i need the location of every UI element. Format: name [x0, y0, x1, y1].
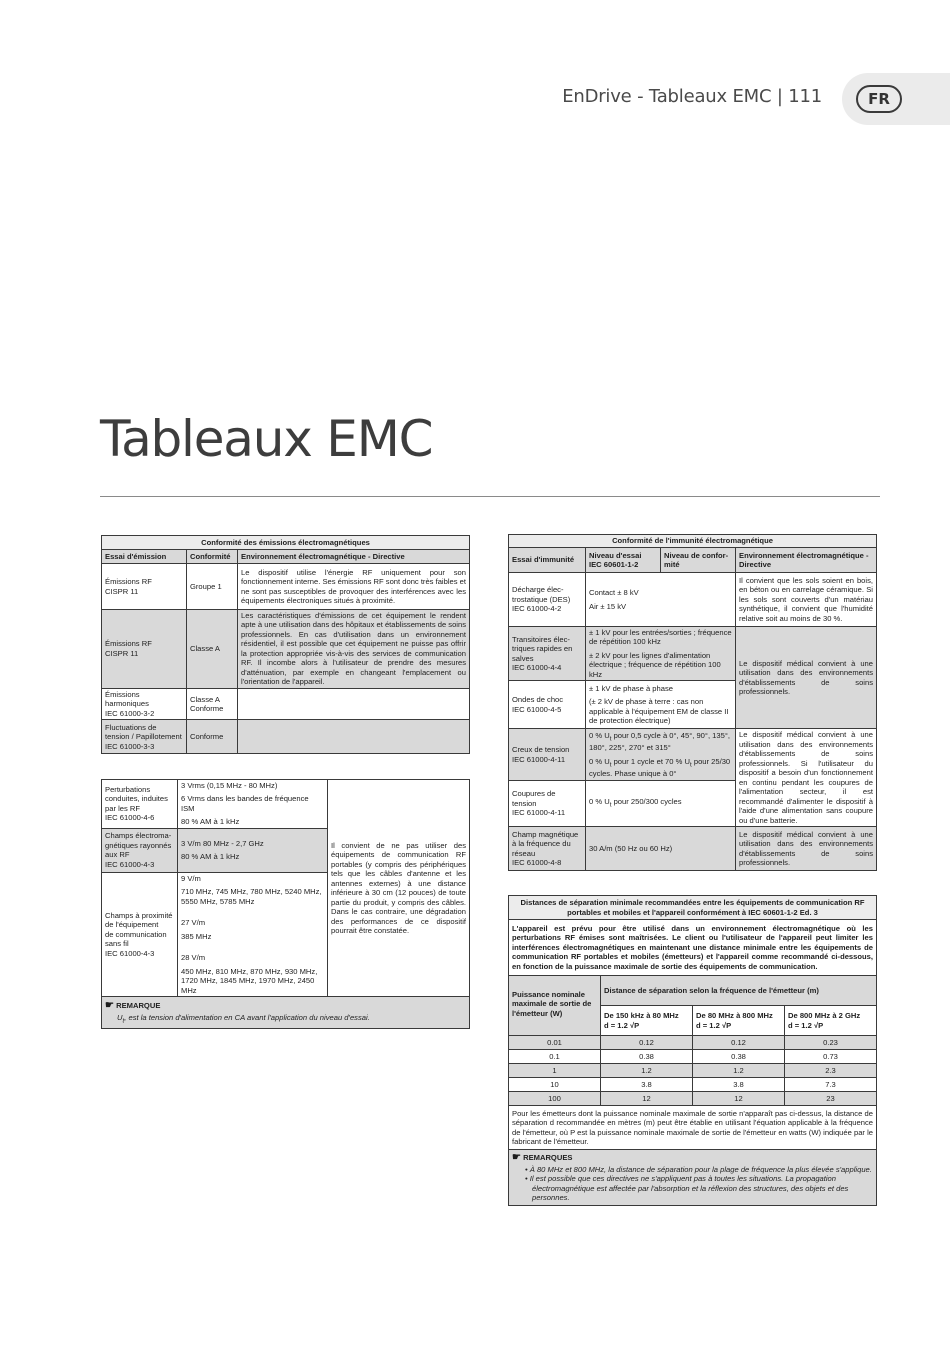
- power-header-line: l'émetteur (W): [512, 1008, 563, 1018]
- level-line: ± 2 kV pour les lignes d'alimentation électrique ; fréquence de répétition 100 kHz: [589, 650, 721, 679]
- table-row: [509, 573, 877, 627]
- test-line: Perturbations: [105, 785, 151, 794]
- test-line: Champ magnétique: [512, 829, 579, 839]
- level-line: 450 MHz, 810 MHz, 870 MHz, 930 MHz, 1720 MHz, 1845 MHz, 1970 MHz, 2450 MHz: [181, 966, 318, 995]
- test-line: Transitoires élec-: [512, 634, 570, 644]
- emissions-caption: Conformité des émissions électromagnétiques: [102, 536, 470, 550]
- test-line: gnétiques rayonnés: [105, 840, 172, 850]
- test-line: salves: [512, 653, 534, 663]
- distance-cell: 0.23: [785, 1036, 877, 1050]
- environment-text: Il convient que les sols soient en bois, en béton ou en carrelage céramique. Si les sols sont couverts d'un matériau synthétique, il convient que l'humidité relative soit au moins de 30 %.: [736, 573, 877, 627]
- distance-cell: 7.3: [785, 1078, 877, 1092]
- test-line: conduites, induites: [105, 794, 168, 804]
- test-line: IEC 61000-4-3: [105, 948, 155, 958]
- environment-text: [238, 720, 470, 754]
- note-title: REMARQUE: [116, 1001, 161, 1011]
- test-line: IEC 61000-3-2: [105, 708, 155, 718]
- pointing-hand-icon: ☛: [512, 1152, 521, 1164]
- note-bullet: • Il est possible que ces directives ne s'appliquent pas à toutes les situations. La propagation électromagnétique est affectée par l'absorption et la réflexion des structures, des objets et des personnes.: [525, 1174, 849, 1203]
- header-test: Essai d'émission: [102, 550, 187, 564]
- note-subscript: t: [122, 1017, 125, 1025]
- distance-cell: 12: [601, 1092, 693, 1106]
- level-line: 385 MHz: [181, 931, 212, 941]
- level-line: 80 % AM à 1 kHz: [181, 852, 240, 862]
- test-line: réseau: [512, 848, 536, 858]
- table-row: [509, 1078, 877, 1092]
- header-compliance-level: mité: [664, 560, 680, 569]
- table-row: [509, 627, 877, 681]
- separation-footnote: Pour les émetteurs dont la puissance nominale maximale de sortie n'apparaît pas ci-dessus, la distance de séparation d recommandée en mètres (m) peut être établie en utilisant l'équation applicable à la fréquence de l'émetteur, où P est la puissance nominale maximale de sortie de l'émetteur en watts (W) indiquée par le fabricant de l'émetteur.: [509, 1106, 877, 1150]
- band-formula: d = 1.2 √P: [696, 1020, 732, 1030]
- title-divider: [100, 496, 880, 497]
- test-line: Champs à proximité: [105, 910, 173, 920]
- table-row: [509, 1036, 877, 1050]
- test-line: IEC 61000-4-6: [105, 813, 155, 823]
- environment-text: Le dispositif médical convient à une utilisation dans des environnements d'établissements de soins professionnels.: [736, 627, 877, 729]
- conformity-line: Conforme: [190, 732, 224, 742]
- conformity-line: Classe A: [190, 694, 220, 704]
- level-line: 6 Vrms dans les bandes de fréquence ISM: [181, 794, 309, 813]
- band-label: De 800 MHz à 2 GHz: [788, 1011, 861, 1021]
- power-cell: 100: [509, 1092, 601, 1106]
- note-bullet: • À 80 MHz et 800 MHz, la distance de séparation pour la plage de fréquence la plus élevée s'applique.: [525, 1164, 872, 1174]
- test-line: Fluctuations de: [105, 722, 157, 732]
- header-conformity: Conformité: [187, 550, 238, 564]
- header-test-level: IEC 60601-1-2: [589, 560, 639, 569]
- level-line: Contact ± 8 kV: [589, 588, 639, 598]
- test-line: Champs électroma-: [105, 831, 172, 841]
- distance-cell: 0.38: [693, 1050, 785, 1064]
- note-heading: [105, 1000, 466, 1013]
- level-line: 80 % AM à 1 kHz: [181, 817, 240, 827]
- power-cell: 1: [509, 1064, 601, 1078]
- level-line: 3 V/m 80 MHz - 2,7 GHz: [181, 838, 264, 848]
- level-line: Air ± 15 kV: [589, 601, 627, 611]
- level-line: (± 2 kV de phase à terre : cas non applicable à l'équipement EM de classe II de protection électrique): [589, 697, 729, 726]
- note-symbol: U: [117, 1012, 123, 1022]
- language-badge: FR: [856, 85, 902, 113]
- distance-cell: 0.12: [601, 1036, 693, 1050]
- table-row: [102, 564, 470, 610]
- distance-cell: 3.8: [601, 1078, 693, 1092]
- pointing-hand-icon: ☛: [105, 1000, 114, 1012]
- table-row: [509, 729, 877, 780]
- environment-text: Les caractéristiques d'émissions de cet équipement le rendent apte à une utilisation dans des hôpitaux et établissements de soins professionnels. En cas d'utilisation dans un environnement résidentiel, il est possible que cet équipement ne puisse pas offrir la protection appropriée vis-à-vis des services de communication RF. Il incombe alors à l'utilisateur de prendre des mesures d'atténuation, par exemple en changeant l'emplacement ou l'orientation de l'appareil.: [238, 610, 470, 689]
- test-line: à la fréquence du: [512, 839, 571, 849]
- test-line: Émissions RF: [105, 577, 152, 587]
- power-cell: 0.1: [509, 1050, 601, 1064]
- test-line: CISPR 11: [105, 648, 139, 658]
- power-cell: 10: [509, 1078, 601, 1092]
- level-line: 28 V/m: [181, 953, 206, 963]
- level-line: 9 V/m: [181, 873, 201, 883]
- table-row: [509, 1064, 877, 1078]
- emissions-table: [101, 535, 470, 754]
- distance-cell: 3.8: [693, 1078, 785, 1092]
- level-line: 710 MHz, 745 MHz, 780 MHz, 5240 MHz, 5550 MHz, 5785 MHz: [181, 887, 322, 906]
- conformity-line: Classe A: [190, 644, 220, 654]
- header-test-level: Niveau d'essai: [589, 550, 642, 560]
- band-label: De 150 kHz à 80 MHz: [604, 1011, 679, 1021]
- test-line: par les RF: [105, 803, 141, 813]
- conformity-line: Groupe 1: [190, 581, 222, 591]
- test-line: IEC 61000-4-5: [512, 704, 562, 714]
- header-compliance-level: Niveau de confor-: [664, 550, 729, 560]
- test-line: de communication: [105, 929, 167, 939]
- rf-immunity-table: [101, 779, 470, 1029]
- distance-cell: 1.2: [693, 1064, 785, 1078]
- distance-cell: 0.73: [785, 1050, 877, 1064]
- table-row: [509, 827, 877, 871]
- distance-cell: 1.2: [601, 1064, 693, 1078]
- environment-text: Le dispositif médical convient à une utilisation dans des environnements d'établissements de soins professionnels.: [736, 827, 877, 871]
- level-line: 0 % $U_t$ pour 250/300 cycles: [589, 797, 682, 809]
- test-line: IEC 61000-4-2: [512, 604, 562, 614]
- level-line: 0 % $U_t$ pour 1 cycle et 70 % $U_t$ pour 25/30 cycles. Phase unique à 0°: [589, 756, 731, 779]
- notes-row: [509, 1150, 877, 1206]
- power-header-line: Puissance nominale: [512, 990, 586, 999]
- immunity-table: [508, 534, 877, 871]
- test-line: Décharge élec-: [512, 585, 564, 595]
- distance-cell: 12: [693, 1092, 785, 1106]
- distance-cell: 0.12: [693, 1036, 785, 1050]
- test-line: IEC 61000-4-8: [512, 858, 562, 868]
- environment-text: Il convient de ne pas utiliser des équipements de communication RF portables (y compris des périphériques tels que les câbles d'antenne et les antennes externes) à une distance inférieure à 30 cm (12 pouces) de toute partie du produit, y compris des câbles. Dans le cas contraire, une dégradation des performances de ce dispositif pourrait être constatée.: [328, 780, 470, 997]
- test-line: trostatique (DES): [512, 594, 571, 604]
- test-line: de l'équipement: [105, 920, 159, 930]
- environment-text: [238, 688, 470, 719]
- test-line: aux RF: [105, 850, 130, 860]
- running-header: EnDrive - Tableaux EMC | 111: [562, 86, 822, 107]
- test-line: triques rapides en: [512, 644, 573, 654]
- test-line: IEC 61000-4-3: [105, 859, 155, 869]
- test-line: Ondes de choc: [512, 695, 564, 705]
- test-line: Coupures de tension: [512, 789, 556, 808]
- conformity-line: Conforme: [190, 704, 224, 714]
- notes-title: REMARQUES: [523, 1153, 573, 1163]
- table-row: [102, 720, 470, 754]
- header-environment: Environnement électromagnétique -: [739, 550, 869, 560]
- table-row: [102, 688, 470, 719]
- table-row: [509, 1050, 877, 1064]
- power-cell: 0.01: [509, 1036, 601, 1050]
- band-formula: d = 1.2 √P: [788, 1020, 824, 1030]
- level-line: 30 A/m (50 Hz ou 60 Hz): [586, 827, 736, 871]
- header-environment: Environnement électromagnétique - Directive: [238, 550, 470, 564]
- test-line: Creux de tension: [512, 745, 570, 755]
- distance-header: Distance de séparation selon la fréquence de l'émetteur (m): [601, 976, 877, 1006]
- test-line: CISPR 11: [105, 586, 139, 596]
- note-text: [105, 1013, 466, 1025]
- notes-heading: [512, 1152, 873, 1165]
- distance-cell: 23: [785, 1092, 877, 1106]
- separation-distance-table: [508, 895, 877, 1206]
- header-environment: Directive: [739, 560, 772, 569]
- level-line: 0 % $U_t$ pour 0,5 cycle à 0°, 45°, 90°, 135°, 180°, 225°, 270° et 315°: [589, 730, 730, 753]
- test-line: sans fil: [105, 939, 129, 949]
- table-row: [509, 1092, 877, 1106]
- test-line: IEC 61000-4-11: [512, 754, 566, 764]
- level-line: ± 1 kV de phase à phase: [589, 683, 673, 693]
- power-header-line: maximale de sortie de: [512, 999, 592, 1009]
- note-row: [102, 997, 470, 1029]
- environment-text: Le dispositif médical convient à une utilisation dans des environnements d'établissements de soins professionnels. Si l'utilisateur du dispositif a besoin d'un fonctionnement en continu pendant les coupures de l'alimentation secteur, il est recommandé d'alimenter le dispositif à l'aide d'une alimentation sans coupure ou d'une batterie.: [736, 729, 877, 827]
- test-line: IEC 61000-4-4: [512, 663, 562, 673]
- page-title: Tableaux EMC: [100, 410, 433, 468]
- distance-cell: 0.38: [601, 1050, 693, 1064]
- separation-intro: L'appareil est prévu pour être utilisé dans un environnement électromagnétique où les perturbations RF émises sont maîtrisées. Le client ou l'utilisateur de l'appareil peut limiter les interférences électromagnétiques en maintenant une distance minimale entre les équipements de communication RF portables et mobiles (émetteurs) et l'appareil comme recommandé ci-dessous, en fonction de la puissance maximale de sortie des équipements de communication.: [509, 920, 877, 976]
- table-row: [102, 780, 470, 829]
- level-line: 3 Vrms (0,15 MHz - 80 MHz): [181, 781, 278, 790]
- test-line: IEC 61000-3-3: [105, 741, 155, 751]
- level-line: 27 V/m: [181, 918, 206, 928]
- band-formula: d = 1.2 √P: [604, 1020, 640, 1030]
- header-test: Essai d'immunité: [509, 548, 586, 573]
- table-row: [102, 610, 470, 689]
- test-line: IEC 61000-4-11: [512, 808, 566, 818]
- band-label: De 80 MHz à 800 MHz: [696, 1011, 773, 1021]
- immunity-caption: Conformité de l'immunité électromagnétique: [509, 535, 877, 548]
- distance-cell: 2.3: [785, 1064, 877, 1078]
- note-body: , est la tension d'alimentation en CA avant l'application du niveau d'essai.: [124, 1012, 370, 1022]
- separation-caption: Distances de séparation minimale recommandées entre les équipements de communication RF portables et mobiles et l'appareil conformément à IEC 60601-1-2 Ed. 3: [509, 896, 877, 920]
- test-line: Émissions RF: [105, 639, 152, 649]
- environment-text: Le dispositif utilise l'énergie RF uniquement pour son fonctionnement interne. Ses émissions RF sont donc très faibles et ne sont pas susceptibles de provoquer des interférences avec les équipements électroniques situés à proximité.: [238, 564, 470, 610]
- test-line: tension / Papillotement: [105, 732, 182, 742]
- level-line: ± 1 kV pour les entrées/sorties ; fréquence de répétition 100 kHz: [589, 628, 732, 647]
- test-line: Émissions harmoniques: [105, 689, 149, 709]
